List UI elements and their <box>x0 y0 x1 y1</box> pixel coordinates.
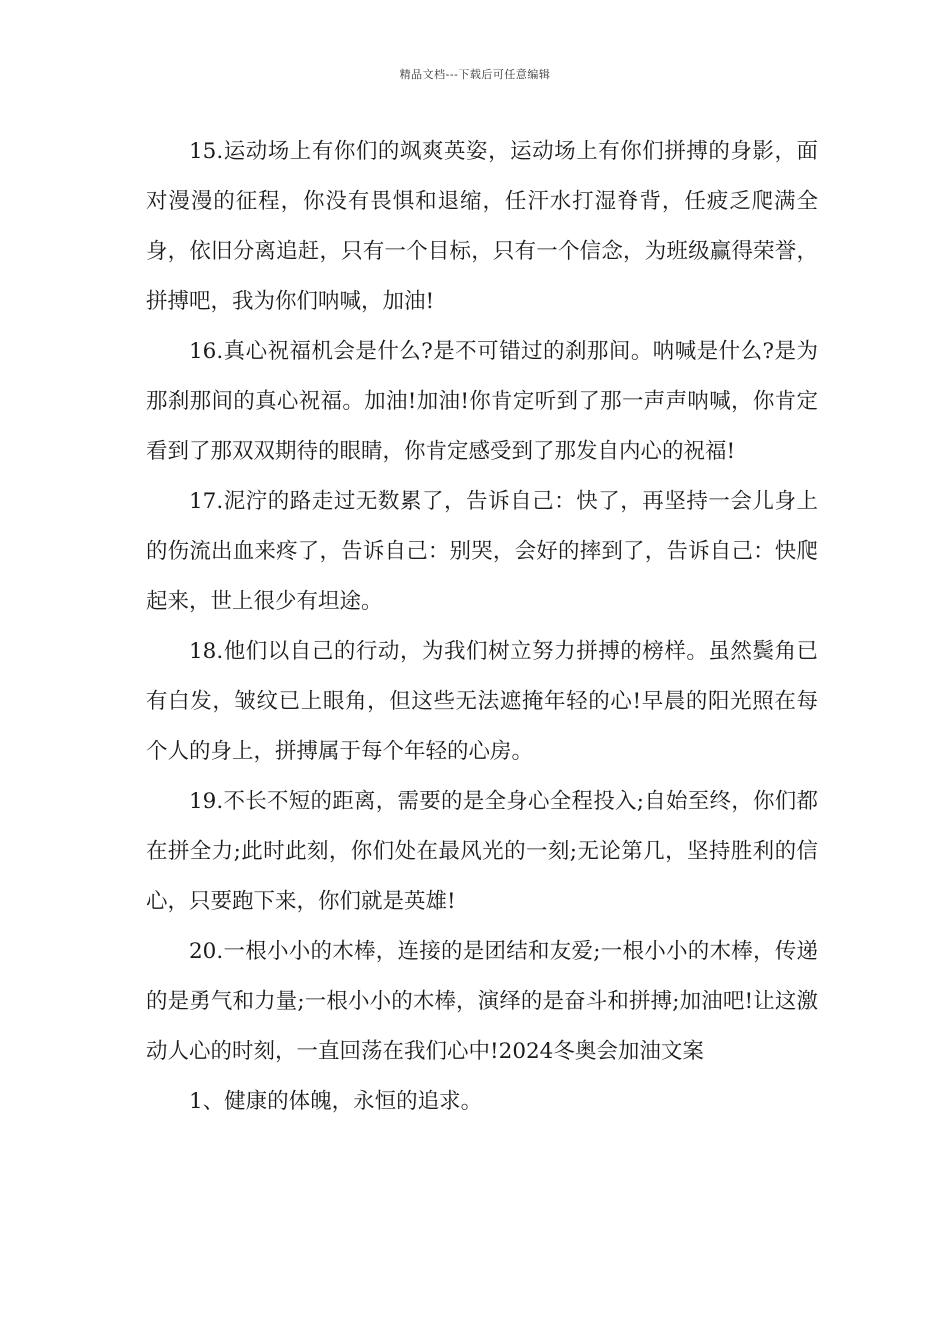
document-body <box>146 127 818 1127</box>
paragraph-slogan-1: 1、健康的体魄，永恒的追求。 <box>189 1089 483 1114</box>
paragraph-15: 15.运动场上有你们的飒爽英姿，运动场上有你们拼搏的身影，面对漫漫的征程，你没有畏惧和退缩，任汗水打湿脊背，任疲乏爬满全身，依旧分离追赶，只有一个目标，只有一个信念，为班级赢得荣誉，拼搏吧，我为你们呐喊，加油! <box>146 139 818 314</box>
paragraph-16: 16.真心祝福机会是什么?是不可错过的刹那间。呐喊是什么?是为那刹那间的真心祝福。加油!加油!你肯定听到了那一声声呐喊，你肯定看到了那双双期待的眼睛，你肯定感受到了那发自内心的祝福! <box>146 339 818 464</box>
paragraph-19: 19.不长不短的距离，需要的是全身心全程投入;自始至终，你们都在拼全力;此时此刻，你们处在最风光的一刻;无论第几，坚持胜利的信心，只要跑下来，你们就是英雄! <box>146 789 818 914</box>
paragraph-17: 17.泥泞的路走过无数累了，告诉自己：快了，再坚持一会儿身上的伤流出血来疼了，告诉自己：别哭，会好的摔到了，告诉自己：快爬起来，世上很少有坦途。 <box>146 489 818 614</box>
paragraph-20: 20.一根小小的木棒，连接的是团结和友爱;一根小小的木棒，传递的是勇气和力量;一根小小的木棒，演绎的是奋斗和拼搏;加油吧!让这激动人心的时刻，一直回荡在我们心中!2024冬奥会加油文案 <box>146 939 818 1064</box>
paragraph-18: 18.他们以自己的行动，为我们树立努力拼搏的榜样。虽然鬓角已有白发，皱纹已上眼角，但这些无法遮掩年轻的心!早晨的阳光照在每个人的身上，拼搏属于每个年轻的心房。 <box>146 639 818 764</box>
page-header: 精品文档---下载后可任意编辑 <box>399 68 551 81</box>
